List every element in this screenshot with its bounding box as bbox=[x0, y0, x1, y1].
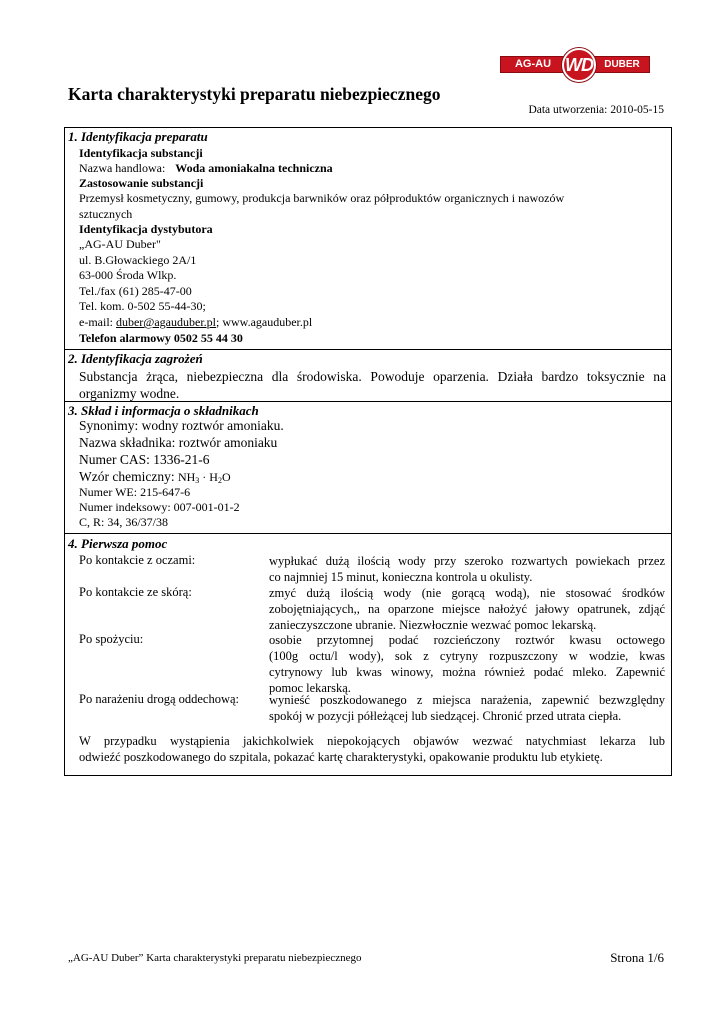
email-label: e-mail: bbox=[79, 315, 113, 329]
formula-part: O bbox=[221, 470, 231, 484]
footer-title: „AG-AU Duber” Karta charakterystyki preparatu niebezpiecznego bbox=[68, 952, 362, 964]
inhalation-text-line: wynieść poszkodowanego z miejsca narażenia, zapewnić bezwzględny bbox=[269, 693, 665, 707]
ingestion-text-line: cytrynowy lub kwas winowy, można również podać mleko. Zapewnić bbox=[269, 665, 665, 679]
ingestion-text bbox=[269, 632, 665, 696]
cas-number: Numer CAS: 1336-21-6 bbox=[79, 452, 210, 467]
distributor-city: 63-000 Środa Wlkp. bbox=[79, 268, 177, 282]
index-number: Numer indeksowy: 007-001-01-2 bbox=[79, 500, 240, 514]
formula-part: · H bbox=[199, 470, 218, 484]
eyes-label: Po kontakcie z oczami: bbox=[79, 553, 196, 567]
formula-subscript: 3 bbox=[195, 476, 200, 485]
emergency-note-line: W przypadku wystąpienia jakichkolwiek niepokojących objawów wezwać natychmiast lekarza lub bbox=[79, 734, 665, 748]
creation-date bbox=[528, 104, 664, 116]
distributor-heading: Identyfikacja dystybutora bbox=[79, 222, 213, 236]
hazard-text-line-1: Substancja żrąca, niebezpieczna dla środowiska. Powoduje oparzenia. Działa bardzo toksycznie na bbox=[79, 369, 666, 384]
section-2-heading: 2. Identyfikacja zagrożeń bbox=[68, 351, 203, 366]
use-text-line-2: sztucznych bbox=[79, 207, 133, 221]
section-4-heading: 4. Pierwsza pomoc bbox=[68, 536, 168, 551]
page-number: Strona 1/6 bbox=[610, 950, 664, 965]
formula-label: Wzór chemiczny: bbox=[79, 469, 175, 484]
emergency-phone: Telefon alarmowy 0502 55 44 30 bbox=[79, 331, 243, 345]
eyes-text-line: wypłukać dużą ilością wody przy szeroko rozwartych powiekach przez bbox=[269, 554, 665, 568]
skin-label: Po kontakcie ze skórą: bbox=[79, 585, 192, 599]
ingestion-text-line: (100g octu/l wody), sok z cytryny rozpuszczony w wodzie, kwas bbox=[269, 649, 665, 663]
emergency-note-line: odwieźć poszkodowanego do szpitala, pokazać kartę charakterystyki, opakowanie produktu lub etykietę. bbox=[79, 750, 603, 764]
use-text-line-1: Przemysł kosmetyczny, gumowy, produkcja barwników oraz półproduktów organicznych i nawozów bbox=[79, 191, 565, 205]
ingestion-text-line: pomoc lekarską. bbox=[269, 681, 351, 695]
section-divider bbox=[64, 349, 672, 350]
skin-text bbox=[269, 585, 665, 633]
company-logo bbox=[500, 48, 650, 82]
trade-name-value: Woda amoniakalna techniczna bbox=[175, 161, 333, 175]
document-title: Karta charakterystyki preparatu niebezpiecznego bbox=[68, 84, 441, 104]
creation-date-value: 2010-05-15 bbox=[610, 104, 664, 116]
website-text: ; www.agauduber.pl bbox=[216, 315, 313, 329]
we-number: Numer WE: 215-647-6 bbox=[79, 485, 191, 499]
skin-text-line: zmyć dużą ilością wody (nie gorącą wodą), nie stosować środków bbox=[269, 586, 665, 600]
skin-text-line: zobojętniających,, na oparzone miejsce nałożyć jałowy opatrunek, zdjąć bbox=[269, 602, 665, 616]
formula-subscript: 2 bbox=[217, 476, 222, 485]
substance-id-heading: Identyfikacja substancji bbox=[79, 146, 203, 160]
email-link[interactable]: duber@agauduber.pl bbox=[115, 315, 217, 329]
risk-phrases: C, R: 34, 36/37/38 bbox=[79, 515, 169, 529]
eyes-text-line: co najmniej 15 minut, konieczna kontrola u okulisty. bbox=[269, 570, 533, 584]
trade-name-label: Nazwa handlowa: bbox=[79, 161, 166, 175]
logo-text-left: AG-AU bbox=[514, 58, 552, 70]
section-3-heading: 3. Skład i informacja o składnikach bbox=[68, 403, 259, 418]
skin-text-line: zanieczyszczone ubranie. Niezwłocznie wezwać pomoc lekarską. bbox=[269, 618, 597, 632]
component-name: Nazwa składnika: roztwór amoniaku bbox=[79, 435, 278, 450]
distributor-name: „AG-AU Duber" bbox=[79, 237, 161, 251]
ingestion-text-line: osobie przytomnej podać rozcieńczony roztwór kwasu octowego bbox=[269, 633, 665, 647]
emergency-note bbox=[79, 733, 665, 765]
synonyms: Synonimy: wodny roztwór amoniaku. bbox=[79, 418, 284, 433]
inhalation-text-line: spokój w pozycji półleżącej lub siedzącej. Chronić przed utrata ciepła. bbox=[269, 709, 622, 723]
creation-date-label: Data utworzenia: bbox=[528, 104, 608, 116]
formula-value bbox=[178, 470, 231, 484]
formula-part: NH bbox=[177, 470, 196, 484]
use-heading: Zastosowanie substancji bbox=[79, 176, 204, 190]
ingestion-label: Po spożyciu: bbox=[79, 632, 144, 646]
distributor-mobile: Tel. kom. 0-502 55-44-30; bbox=[79, 299, 206, 313]
trade-name bbox=[79, 162, 333, 174]
inhalation-label: Po narażeniu drogą oddechową: bbox=[79, 692, 240, 706]
section-divider bbox=[64, 533, 672, 534]
section-1-heading: 1. Identyfikacja preparatu bbox=[68, 129, 208, 144]
inhalation-text bbox=[269, 692, 665, 724]
distributor-phone: Tel./fax (61) 285-47-00 bbox=[79, 284, 192, 298]
hazard-text bbox=[79, 368, 666, 402]
logo-text-right: DUBER bbox=[604, 59, 640, 70]
chemical-formula bbox=[79, 470, 231, 485]
distributor-street: ul. B.Głowackiego 2A/1 bbox=[79, 253, 197, 267]
hazard-text-line-2: organizmy wodne. bbox=[79, 386, 180, 401]
distributor-contact bbox=[79, 316, 312, 328]
logo-text-mid: WD bbox=[565, 55, 593, 75]
eyes-text bbox=[269, 553, 665, 585]
